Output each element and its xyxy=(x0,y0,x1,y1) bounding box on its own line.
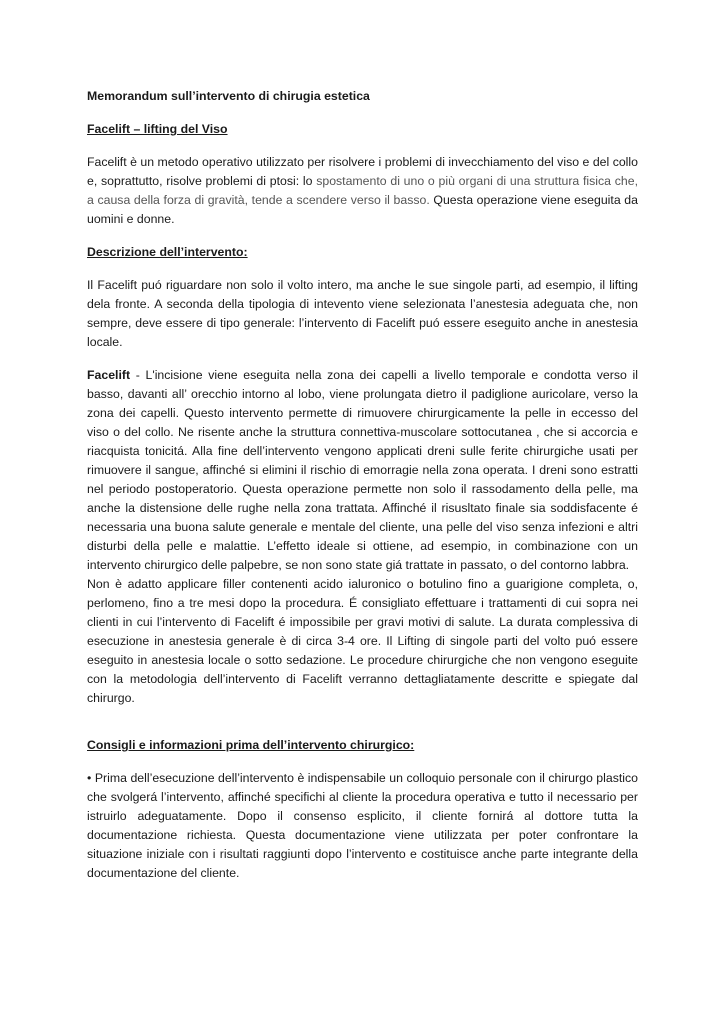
section-heading-facelift: Facelift – lifting del Viso xyxy=(87,122,228,136)
intro-text-part1: Facelift è un metodo operativo utilizzato per risolvere i problemi di invecchiamento del viso e del collo e, soprattutto, risolve problemi di ptosi: lo xyxy=(87,155,638,188)
paragraph-descrizione: Il Facelift puó riguardare non solo il volto intero, ma anche le sue singole parti, ad esempio, il lifting dela fronte. A seconda della tipologia di intevento viene selezionata l’anestesia adeguata che, non sempre, deve essere di tipo generale: l’intervento di Facelift puó essere eseguito anche in anestesia locale. xyxy=(87,278,638,349)
paragraph-filler-note: Non è adatto applicare filler contenenti acido ialuronico o botulino fino a guarigione completa, o, perlomeno, fino a tre mesi dopo la procedura. É consigliato effettuare i trattamenti di cui sopra nei clienti in cui l’intervento di Facelift é impossibile per gravi motivi di salute. La durata complessiva di esecuzione in anestesia generale è di circa 3-4 ore. Il Lifting di singole parti del volto puó essere eseguito in anestesia locale o sotto sedazione. Le procedure chirurgiche che non vengono eseguite con la metodologia dell’intervento di Facelift verranno dettagliatamente descritte e spiegate dal chirurgo. xyxy=(87,577,638,705)
intro-text-part3: Questa operazione viene eseguita da uomini e donne. xyxy=(87,193,638,226)
document-title: Memorandum sull’intervento di chirugia estetica xyxy=(87,89,370,103)
intro-text-ptosi-definition: spostamento di uno o più organi di una struttura fisica che, a causa della forza di gravità, tende a scendere verso il basso. xyxy=(87,174,638,207)
document-page xyxy=(87,87,638,897)
paragraph-facelift-procedure xyxy=(87,366,638,575)
paragraph-intro xyxy=(87,153,638,229)
section-heading-consigli: Consigli e informazioni prima dell’intervento chirurgico: xyxy=(87,738,415,752)
facelift-procedure-text: - L'incisione viene eseguita nella zona dei capelli a livello temporale e condotta verso il basso, davanti all’ orecchio intorno al lobo, viene prolungata dietro il padiglione auricolare, verso la zona dei capelli. Questo intervento permette di rimuovere chirurgicamente la pelle in eccesso del viso o del collo. Ne risente anche la struttura connettiva-muscolare sottocutanea , che si accorcia e riacquista tonicitá. Alla fine dell’intervento vengono applicati dreni sulle ferite chirurgiche usati per rimuovere il sangue, affinché si elimini il rischio di emorragie nella zona operata. I dreni sono estratti nel periodo postoperatorio. Questa operazione permette non solo il rassodamento della pelle, ma anche la distensione delle rughe nella zona trattata. Affinché il risusltato finale sia soddisfacente é necessaria una buona salute generale e mentale del cliente, una pelle del viso senza infezioni e altri disturbi della pelle e malattie. L’effetto ideale si ottiene, ad esempio, in combinazione con un intervento chirurgico delle palpebre, se non sono state giá trattate in passato, o del contorno labbra. xyxy=(87,368,638,572)
facelift-bold-label: Facelift xyxy=(87,368,131,382)
section-heading-descrizione: Descrizione dell’intervento: xyxy=(87,245,248,259)
paragraph-consigli-bullet: • Prima dell’esecuzione dell’intervento è indispensabile un colloquio personale con il chirurgo plastico che svolgerá l’intervento, affinché specifichi al cliente la procedura operativa e tutto il necessario per istruirlo adeguatamente. Dopo il consenso esplicito, il cliente fornirá al dottore tutta la documentazione richiesta. Questa documentazione viene utilizzata per poter confrontare la situazione iniziale con i risultati raggiunti dopo l’intervento e costituisce anche parte integrante della documentazione del cliente. xyxy=(87,771,638,880)
